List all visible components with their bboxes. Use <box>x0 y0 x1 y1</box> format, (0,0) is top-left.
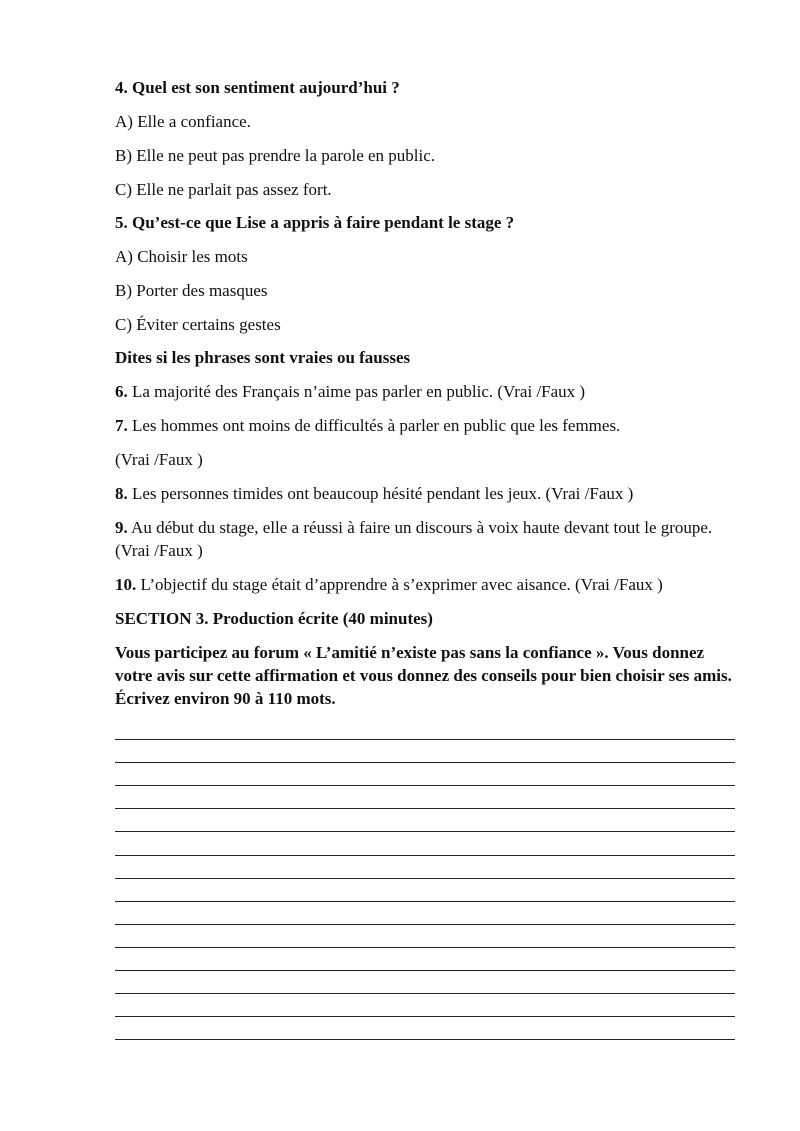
true-false-item-9 <box>115 516 735 562</box>
writing-line[interactable] <box>115 901 735 902</box>
item-number: 10. <box>115 575 137 594</box>
writing-line[interactable] <box>115 808 735 809</box>
item-number: 8. <box>115 484 128 503</box>
writing-line[interactable] <box>115 993 735 994</box>
writing-line[interactable] <box>115 970 735 971</box>
writing-line[interactable] <box>115 924 735 925</box>
true-false-item-7-continuation: (Vrai /Faux ) <box>115 450 203 469</box>
true-false-heading: Dites si les phrases sont vraies ou fausses <box>115 348 411 367</box>
section-3-title: SECTION 3. Production écrite (40 minutes) <box>115 609 433 628</box>
question-4-option-b: B) Elle ne peut pas prendre la parole en public. <box>115 146 436 165</box>
question-5-option-c: C) Éviter certains gestes <box>115 315 281 334</box>
item-text: Les personnes timides ont beaucoup hésité pendant les jeux. (Vrai /Faux ) <box>127 484 634 503</box>
question-5-option-a: A) Choisir les mots <box>115 247 248 266</box>
question-4-option-c: C) Elle ne parlait pas assez fort. <box>115 180 332 199</box>
item-text: Au début du stage, elle a réussi à faire un discours à voix haute devant tout le groupe. (Vrai /Faux ) <box>115 518 713 560</box>
writing-line[interactable] <box>115 878 735 879</box>
writing-line[interactable] <box>115 947 735 948</box>
writing-line[interactable] <box>115 762 735 763</box>
item-text: Les hommes ont moins de difficultés à parler en public que les femmes. <box>127 416 621 435</box>
item-number: 9. <box>115 518 128 537</box>
writing-line[interactable] <box>115 855 735 856</box>
question-5-option-b: B) Porter des masques <box>115 281 268 300</box>
item-number: 6. <box>115 382 128 401</box>
item-text: L’objectif du stage était d’apprendre à s’exprimer avec aisance. (Vrai /Faux ) <box>136 575 663 594</box>
true-false-item-8 <box>115 484 633 504</box>
item-text: La majorité des Français n’aime pas parler en public. (Vrai /Faux ) <box>127 382 586 401</box>
writing-prompt: Vous participez au forum « L’amitié n’existe pas sans la confiance ». Vous donnez votre avis sur cette affirmation et vous donnez des conseils pour bien choisir ses amis. Écrivez environ 90 à 110 mots. <box>115 643 732 708</box>
true-false-item-6 <box>115 382 585 402</box>
writing-line[interactable] <box>115 785 735 786</box>
true-false-item-10 <box>115 575 663 595</box>
writing-line[interactable] <box>115 1039 735 1040</box>
question-5: 5. Qu’est-ce que Lise a appris à faire pendant le stage ? <box>115 213 515 232</box>
writing-line[interactable] <box>115 739 735 740</box>
question-4-option-a: A) Elle a confiance. <box>115 112 251 131</box>
true-false-item-7 <box>115 416 620 436</box>
item-number: 7. <box>115 416 128 435</box>
writing-line[interactable] <box>115 831 735 832</box>
writing-line[interactable] <box>115 1016 735 1017</box>
question-4: 4. Quel est son sentiment aujourd’hui ? <box>115 78 400 97</box>
